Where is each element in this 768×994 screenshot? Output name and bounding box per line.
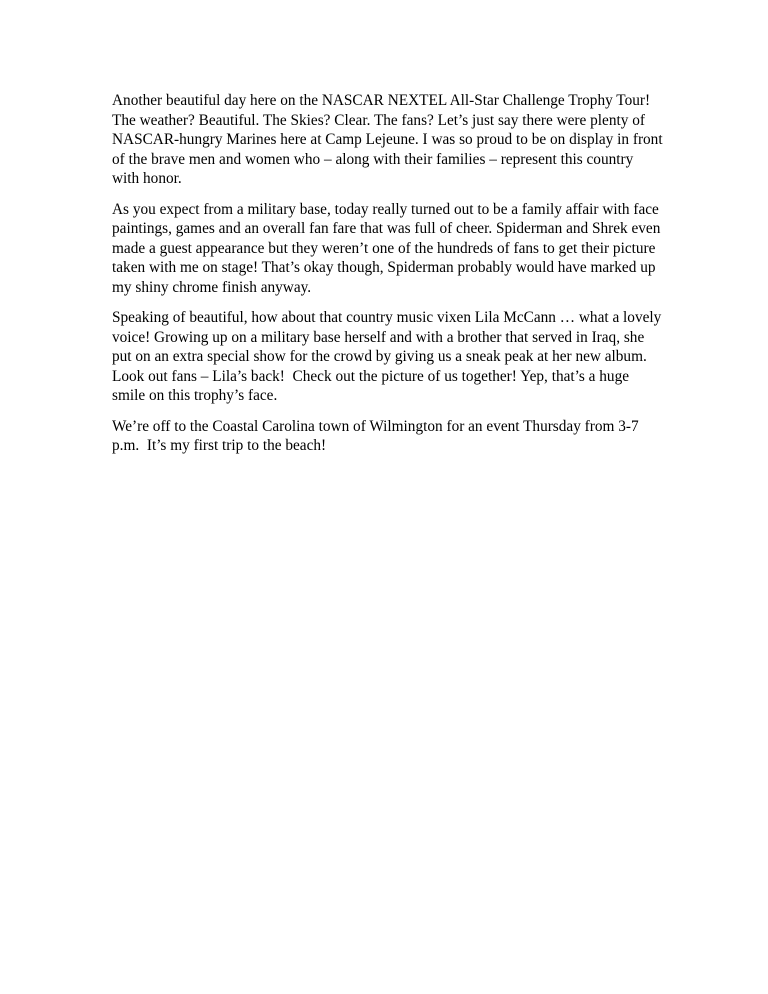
paragraph-line: smile on this trophy’s face. xyxy=(112,387,278,404)
paragraph-line: made a guest appearance but they weren’t one of the hundreds of fans to get their picture xyxy=(112,239,656,257)
paragraph-line: NASCAR-hungry Marines here at Camp Lejeune. I was so proud to be on display in front xyxy=(112,131,663,148)
paragraph-2 xyxy=(112,200,672,298)
paragraph-line: with honor. xyxy=(112,170,182,187)
document-body xyxy=(112,91,672,467)
paragraph-3 xyxy=(112,308,672,406)
paragraph-line: paintings, games and an overall fan fare that was full of cheer. Spiderman and Shrek even xyxy=(112,220,661,237)
paragraph-line: taken with me on stage! That’s okay though, Spiderman probably would have marked up xyxy=(112,259,656,276)
paragraph-line: put on an extra special show for the crowd by giving us a sneak peak at her new album. xyxy=(112,348,647,365)
paragraph-line: Look out fans – Lila’s back! Check out the picture of us together! Yep, that’s a huge xyxy=(112,367,630,385)
paragraph-line: We’re off to the Coastal Carolina town of Wilmington for an event Thursday from 3-7 xyxy=(112,417,639,435)
paragraph-4 xyxy=(112,417,672,456)
paragraph-line: As you expect from a military base, today really turned out to be a family affair with face xyxy=(112,200,659,218)
paragraph-1 xyxy=(112,91,672,189)
paragraph-line: Another beautiful day here on the NASCAR NEXTEL All-Star Challenge Trophy Tour! xyxy=(112,92,651,109)
paragraph-line: my shiny chrome finish anyway. xyxy=(112,278,312,296)
paragraph-line: p.m. It’s my first trip to the beach! xyxy=(112,437,327,454)
paragraph-line: Speaking of beautiful, how about that country music vixen Lila McCann … what a lovely xyxy=(112,309,662,326)
paragraph-line: of the brave men and women who – along with their families – represent this country xyxy=(112,150,634,168)
paragraph-line: The weather? Beautiful. The Skies? Clear. The fans? Let’s just say there were plenty of xyxy=(112,111,645,129)
paragraph-line: voice! Growing up on a military base herself and with a brother that served in Iraq, she xyxy=(112,328,645,346)
